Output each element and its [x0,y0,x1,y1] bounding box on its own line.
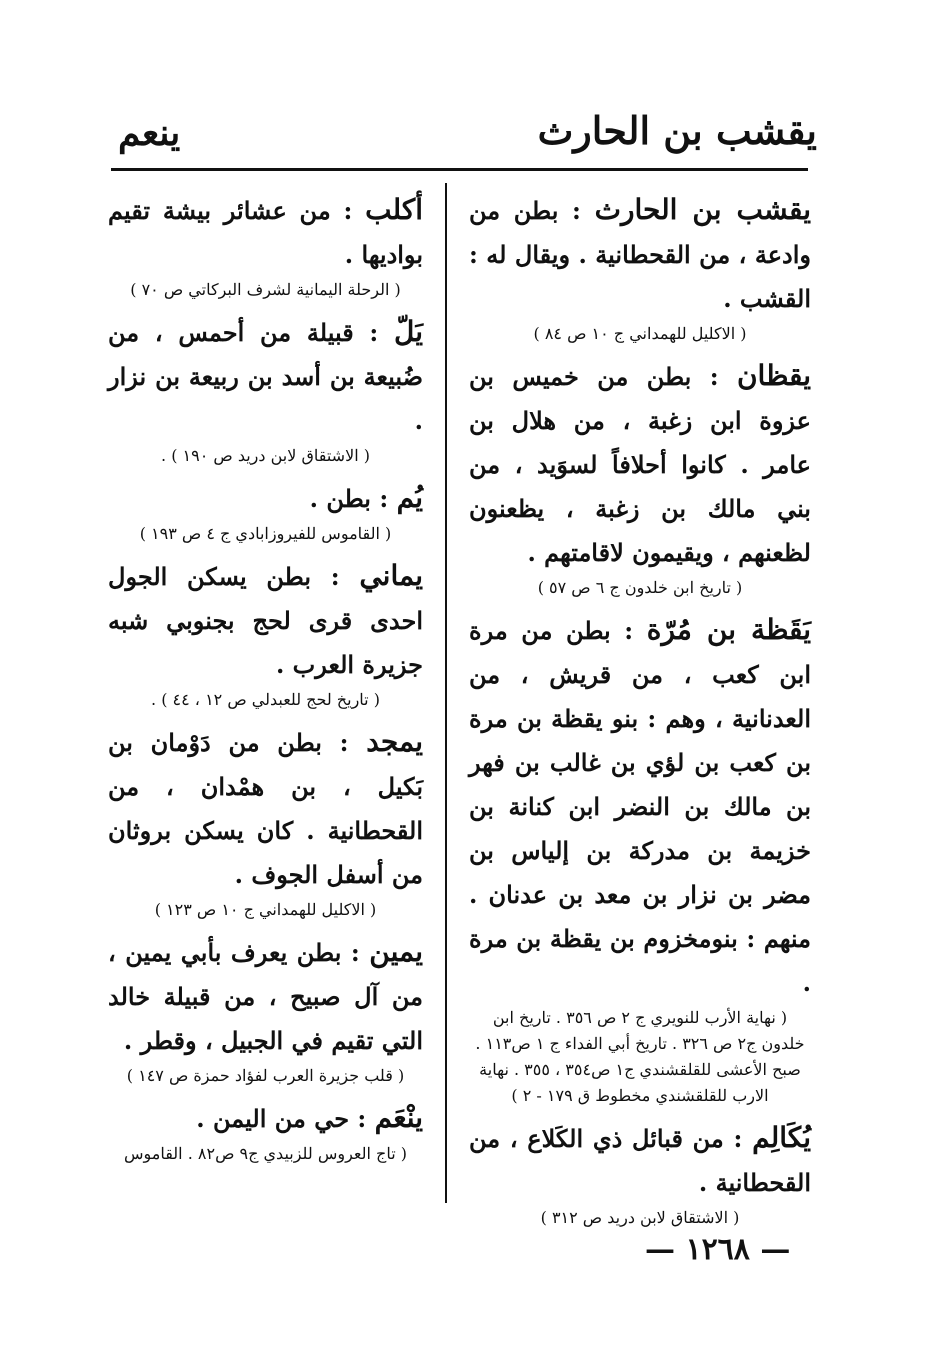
entry [469,608,811,1109]
headword: يَقَظة بن مُرّة [646,613,811,646]
headword: أكلب [365,193,424,226]
running-head-right: يقشب بن الحارث [537,108,817,153]
entry [108,1096,423,1167]
entry-source: ( الاكليل للهمداني ج ١٠ ص ١٢٣ ) [154,900,377,919]
entry-source: ( تاريخ ابن خلدون ج ٦ ص ٥٧ ) [537,578,743,597]
headword: يَلّ [394,315,423,348]
entry-body: : بطن . [309,484,389,513]
entry [469,188,811,347]
entry-source: ( الاكليل للهمداني ج ١٠ ص ٨٤ ) [533,324,747,343]
entry [108,310,423,469]
headword: يُكَالِم [752,1121,812,1154]
headword: يماني [359,559,423,592]
entry-body: : بطن من دَوْمان بن بَكيل ، بن همْدان ، من القحطانية . كان يسكن بروثان من أسفل الجوف . [108,728,423,889]
entry-source: ( نهاية الأرب للنويري ج ٢ ص ٣٥٦ . تاريخ ابن خلدون ج٢ ص ٣٢٦ . تاريخ أبي الفداء ج ١ ص١١٣ . صبح الأعشى للقلقشندي ج١ ص٣٥٤ ، ٣٥٥ . نهاية الارب للقلقشندي مخطوط ق ١٧٩ - ٢ ) [475,1008,805,1105]
entry [108,188,423,303]
headword: يمين [369,935,423,968]
entry [108,554,423,713]
headword: ينْعَم [374,1101,423,1134]
entry [108,930,423,1089]
headword: يقشب بن الحارث [594,193,811,226]
entry-source: ( القاموس للفيروزابادي ج ٤ ص ١٩٣ ) [139,524,392,543]
entry-body: : قبيلة من أحمس ، من ضُبيعة بن أسد بن ربيعة بن نزار . [108,318,423,435]
entry-body: : بطن يعرف بأبي يمين ، من آل صبيح ، من قبيلة خالد التي تقيم في الجبيل ، وقطر . [108,938,423,1055]
entry-source: ( الرحلة اليمانية لشرف البركاتي ص ٧٠ ) [130,280,401,299]
right-column [469,188,811,1238]
page-number: — ١٢٦٨ — [645,1232,791,1267]
headword: يقظان [736,359,811,392]
entry-body: : بطن من خميس بن عزوة ابن زغبة ، من هلال بن عامر . كانوا أحلافاً لسوَيد ، من بني مالك بن زغبة ، يظعنون لظعنهم ، ويقيمون لاقامتهم . [469,362,811,567]
running-head-left: ينعم [118,112,181,154]
headword: يُم [396,481,423,514]
entry-source: ( تاج العروس للزبيدي ج٩ ص٨٢ . القاموس [123,1144,408,1163]
entry-body: : بطن من وادعة ، من القحطانية . ويقال له : القشب . [469,196,811,313]
entry-source: ( قلب جزيرة العرب لفؤاد حمزة ص ١٤٧ ) [126,1066,405,1085]
entry-body: : من عشائر بيشة تقيم بواديها . [108,196,423,269]
entry [469,1116,811,1231]
entry-source: ( تاريخ لحج للعبدلي ص ١٢ ، ٤٤ ) . [151,690,380,709]
entry [108,720,423,923]
entry-source: ( الاشتقاق لابن دريد ص ١٩٠ ) . [161,446,370,465]
entry-body: : بطن يسكن الجول احدى قرى لحج بجنوبي شبه جزيرة العرب . [108,562,423,679]
headword: يمجد [366,725,423,758]
entry [108,476,423,547]
entry [469,354,811,601]
entry-body: : بطن من مرة ابن كعب ، من قريش ، من العدنانية ، وهم : بنو يقظة بن مرة بن كعب بن لؤي بن غالب بن فهر بن مالك بن النضر ابن كنانة بن خزيمة بن مدركة بن إلياس بن مضر بن نزار بن معد بن عدنان . منهم : بنومخزوم بن يقظة بن مرة . [469,616,811,997]
entry-body: : من قبائل ذي الكَلاع ، من القحطانية . [469,1124,811,1197]
header-rule [111,168,808,171]
entry-source: ( الاشتقاق لابن دريد ص ٣١٢ ) [540,1208,740,1227]
entry-body: : حي من اليمن . [196,1104,367,1133]
column-divider [445,183,447,1203]
left-column [108,188,423,1174]
